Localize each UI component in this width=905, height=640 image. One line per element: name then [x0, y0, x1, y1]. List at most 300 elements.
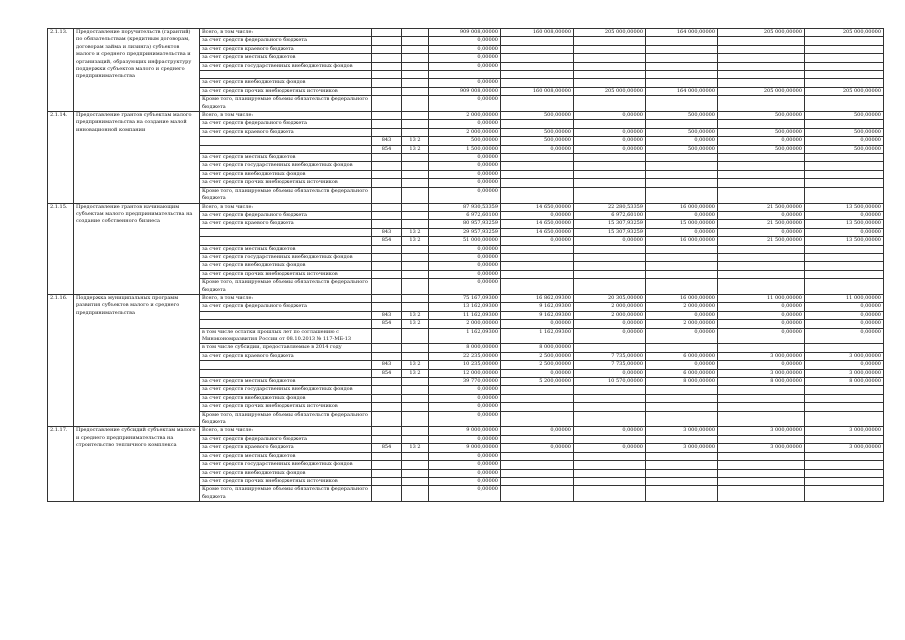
amount-cell: 7 735,00000: [574, 361, 646, 369]
section-code: [402, 403, 429, 411]
amount-cell: 0,00000: [718, 311, 805, 319]
amount-cell: 0,00000: [429, 270, 501, 278]
amount-cell: 160 008,00000: [501, 87, 574, 95]
amount-cell: [574, 344, 646, 352]
amount-cell: 0,00000: [501, 145, 574, 153]
amount-cell: 8 000,00000: [501, 344, 574, 352]
amount-cell: 13 500,00000: [805, 203, 884, 211]
amount-cell: [501, 279, 574, 295]
amount-cell: 15 000,00000: [646, 220, 718, 228]
source-label: за счет средств местных бюджетов: [200, 452, 372, 460]
grbs-code: [372, 427, 402, 435]
source-label: Кроме того, планируемые объемы обязательств федерального бюджета: [200, 486, 372, 502]
amount-cell: 21 500,00000: [718, 203, 805, 211]
source-label: Кроме того, планируемые объемы обязательств федерального бюджета: [200, 187, 372, 203]
amount-cell: 12 000,00000: [429, 369, 501, 377]
amount-cell: [646, 62, 718, 70]
grbs-code: [372, 279, 402, 295]
source-label: в том числе остатки прошлых лет по соглашению с Минэкономразвития России от 08.10.2013 № 117-МБ-13: [200, 328, 372, 344]
section-code: [402, 294, 429, 302]
amount-cell: 0,00000: [429, 170, 501, 178]
amount-cell: [805, 477, 884, 485]
amount-cell: 0,00000: [429, 179, 501, 187]
amount-cell: 3 000,00000: [718, 369, 805, 377]
amount-cell: [718, 54, 805, 62]
amount-cell: 6 000,00000: [646, 369, 718, 377]
source-label: [200, 361, 372, 369]
section-code: [402, 435, 429, 443]
grbs-code: [372, 45, 402, 53]
amount-cell: [574, 435, 646, 443]
amount-cell: [501, 162, 574, 170]
amount-cell: [574, 253, 646, 261]
grbs-code: [372, 378, 402, 386]
section-code: [402, 486, 429, 502]
amount-cell: [805, 54, 884, 62]
amount-cell: [501, 253, 574, 261]
amount-cell: 3 000,00000: [805, 427, 884, 435]
grbs-code: [372, 486, 402, 502]
grbs-code: [372, 270, 402, 278]
section-code: [402, 203, 429, 211]
section-number: 2.1.15.: [48, 203, 74, 294]
amount-cell: [718, 469, 805, 477]
amount-cell: 8 000,00000: [646, 378, 718, 386]
amount-cell: 0,00000: [429, 469, 501, 477]
grbs-code: 854: [372, 145, 402, 153]
amount-cell: 500,00000: [718, 128, 805, 136]
section-code: [402, 162, 429, 170]
amount-cell: 0,00000: [501, 320, 574, 328]
amount-cell: 0,00000: [501, 211, 574, 219]
amount-cell: 0,00000: [429, 262, 501, 270]
amount-cell: [646, 279, 718, 295]
amount-cell: [574, 270, 646, 278]
source-label: за счет средств государственных внебюджетных фондов: [200, 62, 372, 70]
amount-cell: [646, 452, 718, 460]
amount-cell: 29 957,93259: [429, 228, 501, 236]
source-label: Всего, в том числе:: [200, 29, 372, 37]
source-label: [200, 71, 372, 79]
section-title: Предоставление поручительств (гарантий) по обязательствам (кредитным договорам, договорам займа и лизинга) субъектов малого и среднего предпринимательства и организаций, образующих инфраструктуру поддержки субъектов малого и среднего предпринимательства: [74, 29, 200, 112]
amount-cell: [718, 394, 805, 402]
amount-cell: 2 000,00000: [429, 320, 501, 328]
amount-cell: [646, 79, 718, 87]
amount-cell: [805, 62, 884, 70]
amount-cell: [718, 486, 805, 502]
source-label: за счет средств прочих внебюджетных источников: [200, 270, 372, 278]
amount-cell: [646, 486, 718, 502]
amount-cell: [718, 187, 805, 203]
source-label: за счет средств внебюджетных фондов: [200, 469, 372, 477]
amount-cell: [574, 62, 646, 70]
amount-cell: [805, 394, 884, 402]
amount-cell: 3 000,00000: [646, 444, 718, 452]
amount-cell: 0,00000: [574, 112, 646, 120]
section-code: [402, 220, 429, 228]
section-code: [402, 29, 429, 37]
amount-cell: [646, 477, 718, 485]
amount-cell: 500,00000: [429, 137, 501, 145]
source-label: за счет средств краевого бюджета: [200, 128, 372, 136]
amount-cell: [501, 486, 574, 502]
amount-cell: 0,00000: [429, 452, 501, 460]
section-code: [402, 96, 429, 112]
section-code: [402, 37, 429, 45]
amount-cell: 0,00000: [646, 228, 718, 236]
grbs-code: [372, 96, 402, 112]
amount-cell: [501, 245, 574, 253]
grbs-code: [372, 394, 402, 402]
amount-cell: [574, 120, 646, 128]
section-number: 2.1.14.: [48, 112, 74, 203]
amount-cell: [574, 486, 646, 502]
amount-cell: [718, 45, 805, 53]
amount-cell: [718, 162, 805, 170]
section-code: [402, 411, 429, 427]
amount-cell: 3 000,00000: [718, 352, 805, 360]
amount-cell: 0,00000: [429, 62, 501, 70]
amount-cell: 0,00000: [429, 162, 501, 170]
document-sheet: [47, 28, 883, 502]
amount-cell: [574, 461, 646, 469]
section-title: Предоставление грантов субъектам малого предпринимательства на создание малой инновационной компании: [74, 112, 200, 203]
amount-cell: 2 000,00000: [429, 128, 501, 136]
amount-cell: [501, 154, 574, 162]
table-row: [48, 203, 884, 211]
grbs-code: [372, 128, 402, 136]
table-row: [48, 29, 884, 37]
amount-cell: 0,00000: [805, 137, 884, 145]
amount-cell: [501, 62, 574, 70]
amount-cell: 2 000,00000: [574, 303, 646, 311]
amount-cell: 0,00000: [429, 477, 501, 485]
amount-cell: [805, 96, 884, 112]
amount-cell: [718, 461, 805, 469]
section-code: [402, 427, 429, 435]
section-code: [402, 112, 429, 120]
amount-cell: [718, 120, 805, 128]
source-label: в том числе субсидии, предоставляемые в 2014 году: [200, 344, 372, 352]
section-code: 13 2: [402, 444, 429, 452]
section-code: 13 2: [402, 311, 429, 319]
amount-cell: 8 000,00000: [429, 344, 501, 352]
amount-cell: [574, 386, 646, 394]
amount-cell: [574, 96, 646, 112]
table-body: [48, 29, 884, 502]
amount-cell: [574, 54, 646, 62]
amount-cell: [501, 71, 574, 79]
amount-cell: [574, 411, 646, 427]
amount-cell: 14 650,00000: [501, 203, 574, 211]
amount-cell: [501, 477, 574, 485]
amount-cell: [574, 452, 646, 460]
amount-cell: [805, 386, 884, 394]
section-code: [402, 45, 429, 53]
amount-cell: [646, 54, 718, 62]
table-row: [48, 112, 884, 120]
amount-cell: 500,00000: [805, 112, 884, 120]
amount-cell: 6 972,60100: [574, 211, 646, 219]
section-code: [402, 62, 429, 70]
amount-cell: [718, 452, 805, 460]
amount-cell: [501, 54, 574, 62]
section-code: [402, 187, 429, 203]
amount-cell: 10 570,00000: [574, 378, 646, 386]
amount-cell: [718, 344, 805, 352]
amount-cell: [574, 162, 646, 170]
source-label: за счет средств государственных внебюджетных фондов: [200, 162, 372, 170]
section-code: 13 2: [402, 228, 429, 236]
amount-cell: 205 000,00000: [718, 29, 805, 37]
amount-cell: [501, 45, 574, 53]
amount-cell: [574, 170, 646, 178]
section-number: 2.1.17.: [48, 427, 74, 502]
amount-cell: [805, 344, 884, 352]
section-title: Предоставление грантов начинающим субъектам малого предпринимательства на создание собственного бизнеса: [74, 203, 200, 294]
source-label: за счет средств внебюджетных фондов: [200, 394, 372, 402]
amount-cell: [718, 37, 805, 45]
section-code: 13 2: [402, 137, 429, 145]
amount-cell: [646, 394, 718, 402]
amount-cell: 1 162,09300: [429, 328, 501, 344]
amount-cell: [501, 469, 574, 477]
amount-cell: [718, 179, 805, 187]
section-code: [402, 211, 429, 219]
source-label: за счет средств внебюджетных фондов: [200, 79, 372, 87]
grbs-code: 854: [372, 369, 402, 377]
amount-cell: 0,00000: [646, 361, 718, 369]
amount-cell: 0,00000: [718, 320, 805, 328]
grbs-code: [372, 461, 402, 469]
amount-cell: 0,00000: [805, 228, 884, 236]
amount-cell: 9 000,00000: [429, 427, 501, 435]
amount-cell: [718, 262, 805, 270]
grbs-code: [372, 54, 402, 62]
amount-cell: [805, 253, 884, 261]
section-code: [402, 179, 429, 187]
amount-cell: 500,00000: [718, 112, 805, 120]
amount-cell: 0,00000: [429, 120, 501, 128]
amount-cell: [646, 411, 718, 427]
amount-cell: [646, 469, 718, 477]
amount-cell: [574, 262, 646, 270]
amount-cell: 3 000,00000: [805, 444, 884, 452]
amount-cell: 75 167,09300: [429, 294, 501, 302]
amount-cell: 15 307,93259: [574, 228, 646, 236]
amount-cell: [574, 403, 646, 411]
amount-cell: 0,00000: [429, 394, 501, 402]
section-code: [402, 128, 429, 136]
grbs-code: [372, 303, 402, 311]
amount-cell: 0,00000: [429, 279, 501, 295]
amount-cell: [501, 120, 574, 128]
amount-cell: [805, 279, 884, 295]
amount-cell: 11 000,00000: [718, 294, 805, 302]
amount-cell: [805, 452, 884, 460]
amount-cell: 0,00000: [574, 237, 646, 245]
amount-cell: 9 162,09300: [501, 303, 574, 311]
amount-cell: 1 500,00000: [429, 145, 501, 153]
amount-cell: [805, 469, 884, 477]
section-code: [402, 154, 429, 162]
amount-cell: [805, 179, 884, 187]
section-code: [402, 452, 429, 460]
amount-cell: 205 000,00000: [805, 87, 884, 95]
amount-cell: [718, 79, 805, 87]
source-label: за счет средств федерального бюджета: [200, 120, 372, 128]
section-title: Поддержка муниципальных программ развития субъектов малого и среднего предпринимательства: [74, 294, 200, 427]
amount-cell: 0,00000: [429, 79, 501, 87]
amount-cell: 0,00000: [805, 211, 884, 219]
amount-cell: 16 000,00000: [646, 237, 718, 245]
source-label: Всего, в том числе:: [200, 203, 372, 211]
amount-cell: 6 972,60100: [429, 211, 501, 219]
source-label: за счет средств федерального бюджета: [200, 435, 372, 443]
source-label: за счет средств государственных внебюджетных фондов: [200, 386, 372, 394]
grbs-code: [372, 203, 402, 211]
amount-cell: 500,00000: [805, 128, 884, 136]
amount-cell: [805, 461, 884, 469]
section-code: [402, 71, 429, 79]
amount-cell: [805, 245, 884, 253]
amount-cell: 9 162,09300: [501, 311, 574, 319]
amount-cell: [646, 71, 718, 79]
grbs-code: 843: [372, 137, 402, 145]
grbs-code: [372, 245, 402, 253]
amount-cell: [805, 403, 884, 411]
grbs-code: [372, 328, 402, 344]
amount-cell: 0,00000: [501, 427, 574, 435]
amount-cell: [646, 170, 718, 178]
amount-cell: 0,00000: [718, 303, 805, 311]
amount-cell: 7 735,00000: [574, 352, 646, 360]
amount-cell: [805, 79, 884, 87]
amount-cell: [805, 37, 884, 45]
source-label: за счет средств местных бюджетов: [200, 378, 372, 386]
amount-cell: [646, 162, 718, 170]
section-code: 13 2: [402, 361, 429, 369]
section-title: Предоставление субсидий субъектам малого и среднего предпринимательства на строительство тепличного комплекса: [74, 427, 200, 502]
amount-cell: [646, 187, 718, 203]
section-code: [402, 54, 429, 62]
amount-cell: 3 000,00000: [646, 427, 718, 435]
grbs-code: [372, 79, 402, 87]
grbs-code: 854: [372, 237, 402, 245]
amount-cell: [501, 262, 574, 270]
amount-cell: 0,00000: [501, 369, 574, 377]
amount-cell: 0,00000: [718, 328, 805, 344]
amount-cell: [646, 245, 718, 253]
amount-cell: [718, 253, 805, 261]
grbs-code: [372, 262, 402, 270]
amount-cell: 80 957,93259: [429, 220, 501, 228]
amount-cell: 500,00000: [646, 145, 718, 153]
source-label: за счет средств федерального бюджета: [200, 211, 372, 219]
grbs-code: [372, 170, 402, 178]
amount-cell: 0,00000: [805, 303, 884, 311]
amount-cell: 0,00000: [574, 427, 646, 435]
amount-cell: 909 008,00000: [429, 29, 501, 37]
amount-cell: 8 000,00000: [718, 378, 805, 386]
amount-cell: [718, 477, 805, 485]
grbs-code: [372, 435, 402, 443]
grbs-code: [372, 294, 402, 302]
amount-cell: [805, 45, 884, 53]
section-code: [402, 170, 429, 178]
amount-cell: 0,00000: [646, 211, 718, 219]
source-label: за счет средств краевого бюджета: [200, 220, 372, 228]
amount-cell: [574, 71, 646, 79]
amount-cell: 0,00000: [805, 320, 884, 328]
amount-cell: [574, 245, 646, 253]
amount-cell: [718, 411, 805, 427]
source-label: за счет средств государственных внебюджетных фондов: [200, 461, 372, 469]
amount-cell: 22 280,53359: [574, 203, 646, 211]
section-code: [402, 469, 429, 477]
amount-cell: 0,00000: [574, 145, 646, 153]
amount-cell: 0,00000: [646, 328, 718, 344]
amount-cell: [805, 187, 884, 203]
amount-cell: 205 000,00000: [574, 29, 646, 37]
section-code: [402, 477, 429, 485]
amount-cell: [805, 486, 884, 502]
amount-cell: 0,00000: [429, 435, 501, 443]
grbs-code: [372, 87, 402, 95]
table-row: [48, 294, 884, 302]
amount-cell: 0,00000: [429, 154, 501, 162]
amount-cell: 0,00000: [429, 54, 501, 62]
amount-cell: [501, 386, 574, 394]
amount-cell: 0,00000: [429, 245, 501, 253]
amount-cell: [805, 170, 884, 178]
amount-cell: 10 235,00000: [429, 361, 501, 369]
source-label: за счет средств прочих внебюджетных источников: [200, 477, 372, 485]
amount-cell: 3 000,00000: [805, 352, 884, 360]
grbs-code: 854: [372, 444, 402, 452]
amount-cell: [718, 170, 805, 178]
source-label: [200, 137, 372, 145]
source-label: за счет средств внебюджетных фондов: [200, 262, 372, 270]
amount-cell: [646, 262, 718, 270]
section-code: [402, 262, 429, 270]
amount-cell: [805, 154, 884, 162]
amount-cell: 1 162,09300: [501, 328, 574, 344]
grbs-code: [372, 120, 402, 128]
amount-cell: [574, 37, 646, 45]
amount-cell: 5 200,00000: [501, 378, 574, 386]
amount-cell: [501, 37, 574, 45]
section-code: [402, 378, 429, 386]
amount-cell: [718, 245, 805, 253]
amount-cell: [718, 62, 805, 70]
budget-table: [47, 28, 884, 502]
amount-cell: [805, 411, 884, 427]
amount-cell: 22 235,00000: [429, 352, 501, 360]
amount-cell: [805, 120, 884, 128]
source-label: [200, 237, 372, 245]
amount-cell: [501, 452, 574, 460]
amount-cell: 21 500,00000: [718, 237, 805, 245]
amount-cell: [501, 394, 574, 402]
amount-cell: 0,00000: [501, 237, 574, 245]
amount-cell: 205 000,00000: [574, 87, 646, 95]
section-number: 2.1.13.: [48, 29, 74, 112]
section-code: [402, 87, 429, 95]
amount-cell: [646, 386, 718, 394]
grbs-code: 843: [372, 311, 402, 319]
amount-cell: [574, 179, 646, 187]
